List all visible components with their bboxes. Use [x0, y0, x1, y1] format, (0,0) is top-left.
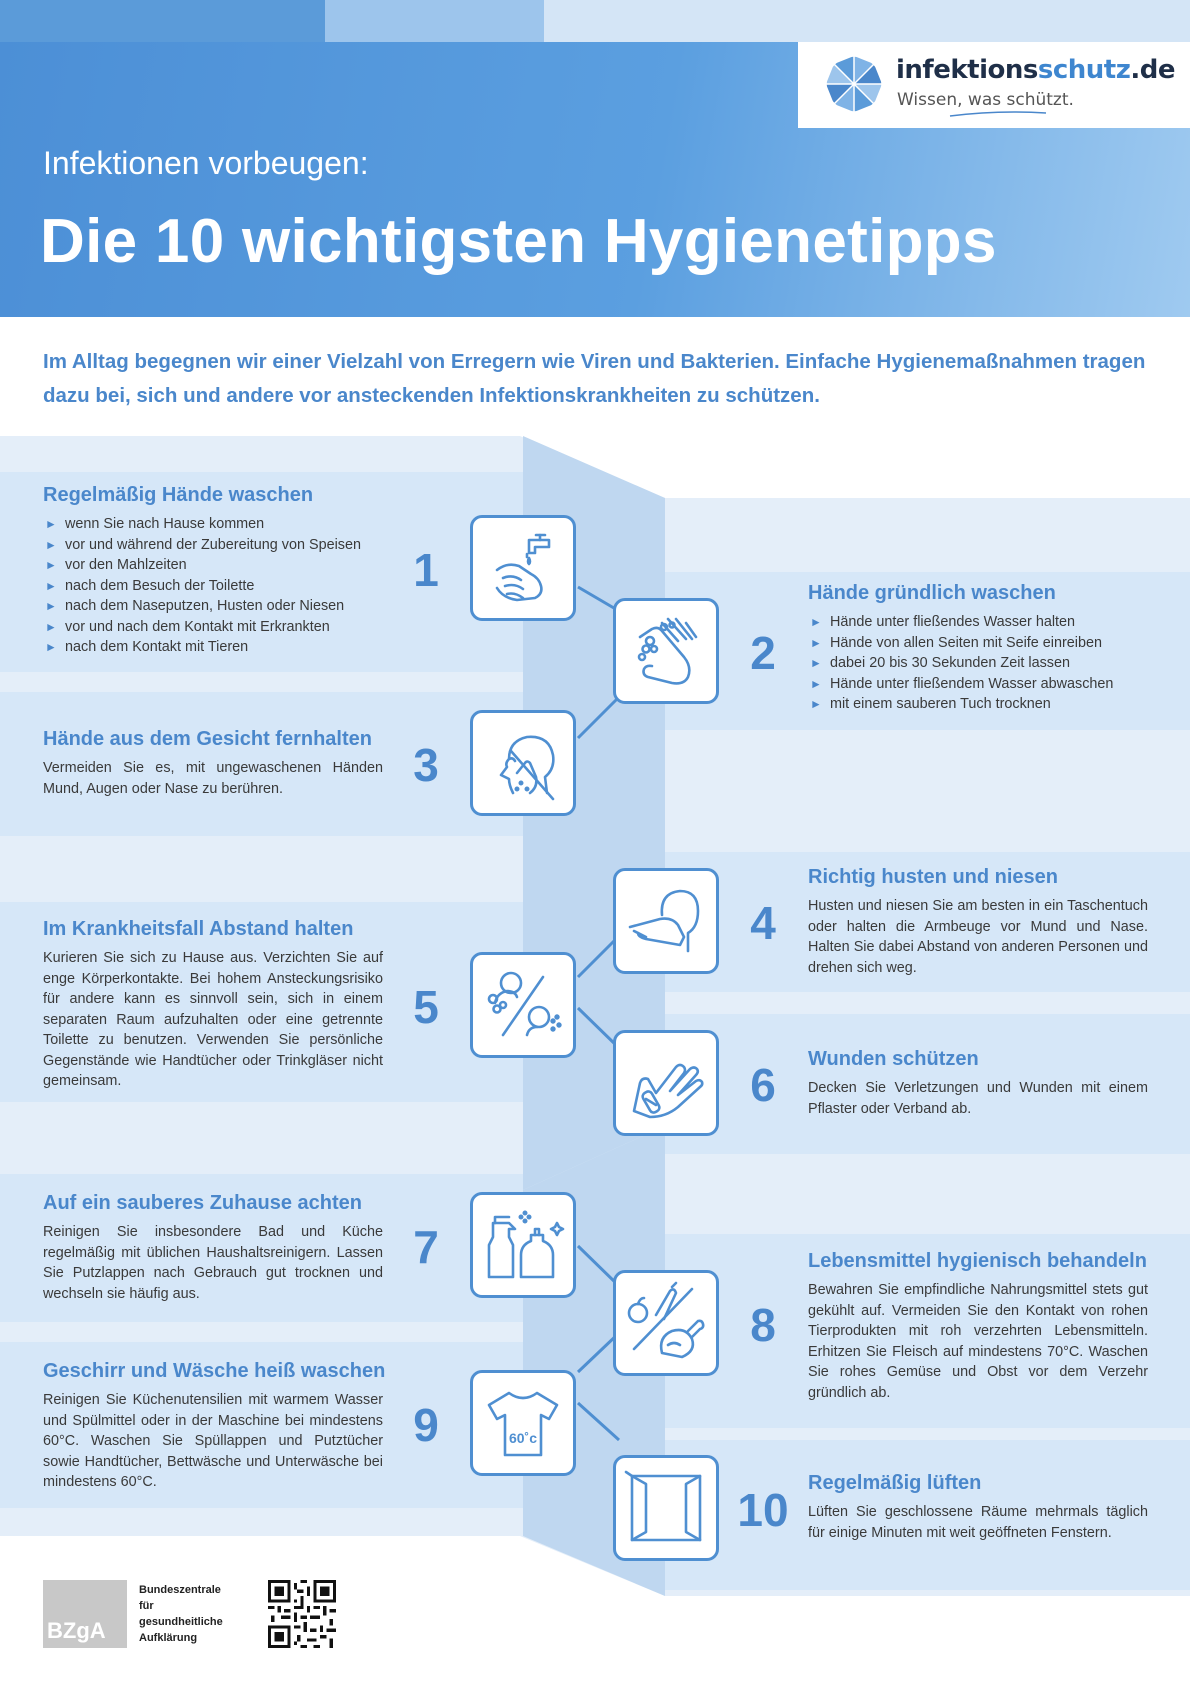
tip-5 — [43, 918, 383, 1092]
tip-3-text: Vermeiden Sie es, mit ungewaschenen Händen Mund, Augen oder Nase zu berühren. — [43, 760, 383, 797]
tip-6-text: Decken Sie Verletzungen und Wunden mit einem Pflaster oder Verband ab. — [808, 1080, 1148, 1117]
tip-7-title: Auf ein sauberes Zuhause achten — [43, 1192, 362, 1214]
list-item-text: vor den Mahlzeiten — [65, 557, 187, 573]
tip-3-icon — [470, 710, 576, 816]
tip-9-icon — [470, 1370, 576, 1476]
tip-4-icon — [613, 868, 719, 974]
list-item — [808, 674, 1158, 695]
tip-8-title: Lebensmittel hygienisch behandeln — [808, 1250, 1147, 1272]
page-kicker: Infektionen vorbeugen: — [43, 145, 369, 181]
list-item-text: Hände unter fließendem Wasser abwaschen — [830, 675, 1114, 692]
cleaning-bottles-icon — [473, 1195, 573, 1295]
tip-4 — [808, 866, 1148, 978]
brand-name-part2: schutz — [1037, 55, 1131, 85]
list-item-text: vor und während der Zubereitung von Speisen — [65, 536, 361, 553]
tip-4-title: Richtig husten und niesen — [808, 866, 1059, 888]
tip-5-text: Kurieren Sie sich zu Hause aus. Verzichten Sie auf enge Körperkontakte. Bei hohem Ansteckungsrisiko für andere kann es sinnvoll sein, sich in einem separaten Raum aufzuhalten oder eine getrennte Toilette zu benutzen. Verwenden Sie persönliche Gegenstände wie Handtücher oder Trinkgläser nicht gemeinsam. — [43, 950, 383, 1089]
bullet-arrow-icon: ► — [810, 656, 822, 670]
keep-distance-icon — [473, 955, 573, 1055]
bullet-arrow-icon: ► — [45, 640, 57, 654]
soapy-hands-icon — [616, 601, 716, 701]
list-item — [43, 596, 383, 617]
list-item-text: nach dem Naseputzen, Husten oder Niesen — [65, 598, 345, 614]
intro-paragraph: Im Alltag begegnen wir einer Vielzahl von Erregern wie Viren und Bakterien. Einfache Hygienemaßnahmen tragen dazu bei, sich und andere vor ansteckenden Infektionskrankheiten zu schützen. — [43, 350, 1146, 407]
bzga-line: für — [139, 1600, 154, 1612]
bullet-arrow-icon: ► — [810, 615, 822, 629]
list-item — [808, 694, 1158, 715]
list-item-text: dabei 20 bis 30 Sekunden Zeit lassen — [830, 655, 1071, 671]
tip-number-7: 7 — [413, 1221, 439, 1273]
tip-8-icon — [613, 1270, 719, 1376]
bzga-line: Bundeszentrale — [139, 1584, 221, 1596]
list-item — [43, 514, 383, 535]
hand-with-plaster-icon — [616, 1033, 716, 1133]
tip-number-2: 2 — [750, 627, 776, 679]
tip-number-9: 9 — [413, 1399, 439, 1451]
tip-9-text: Reinigen Sie Küchenutensilien mit warmem Wasser und Spülmittel oder in der Maschine bei mindestens 60°C. Waschen Sie Spüllappen und Putztücher sowie Handtücher, Bettwäsche und Unterwäsche bei mindestens 60°C. — [43, 1392, 383, 1490]
bullet-arrow-icon: ► — [45, 517, 57, 531]
list-item-text: wenn Sie nach Hause kommen — [65, 516, 265, 532]
tip-6-title: Wunden schützen — [808, 1048, 979, 1070]
bzga-name — [139, 1582, 223, 1646]
bullet-arrow-icon: ► — [810, 676, 822, 691]
tip-5-title: Im Krankheitsfall Abstand halten — [43, 918, 354, 940]
tip-number-4: 4 — [750, 897, 776, 949]
list-item — [43, 576, 383, 597]
tip-number-5: 5 — [413, 981, 439, 1033]
bzga-mark: BZgA — [47, 1618, 106, 1643]
tip-1 — [43, 484, 383, 658]
tip-7-icon — [470, 1192, 576, 1298]
tshirt-60-degrees-icon — [473, 1373, 573, 1473]
tap-washing-hands-icon — [473, 518, 573, 618]
list-item-text: Hände unter fließendes Wasser halten — [830, 614, 1076, 630]
tip-number-6: 6 — [750, 1059, 776, 1111]
qr-code-icon[interactable] — [268, 1580, 336, 1648]
list-item — [808, 633, 1158, 654]
tip-7-text: Reinigen Sie insbesondere Bad und Küche regelmäßig mit üblichen Haushaltsreinigern. Lassen Sie Putzlappen nach Gebrauch gut trocknen und wechseln sie häufig aus. — [43, 1224, 383, 1302]
tip-1-list — [43, 514, 383, 658]
list-item — [43, 617, 383, 638]
list-item-text: nach dem Kontakt mit Tieren — [65, 639, 249, 655]
list-item-text: vor und nach dem Kontakt mit Erkrankten — [65, 618, 330, 635]
tip-2-icon — [613, 598, 719, 704]
bullet-arrow-icon: ► — [45, 578, 57, 593]
tip-number-3: 3 — [413, 739, 439, 791]
bzga-logo[interactable] — [43, 1580, 127, 1648]
brand-name-tld: .de — [1130, 55, 1175, 85]
list-item — [43, 535, 383, 556]
list-item — [808, 612, 1158, 633]
page-title: Die 10 wichtigsten Hygienetipps — [40, 207, 997, 276]
tip-9-title: Geschirr und Wäsche heiß waschen — [43, 1360, 386, 1382]
bullet-arrow-icon: ► — [810, 697, 822, 711]
food-hygiene-icon — [616, 1273, 716, 1373]
tip-10-text: Lüften Sie geschlossene Räume mehrmals täglich für einige Minuten mit weit geöffneten Fenstern. — [808, 1504, 1148, 1541]
brand-name-part1: infektions — [896, 55, 1038, 85]
tip-10-icon — [613, 1455, 719, 1561]
tip-1-title: Regelmäßig Hände waschen — [43, 484, 314, 506]
bullet-arrow-icon: ► — [45, 558, 57, 572]
list-item-text: nach dem Besuch der Toilette — [65, 577, 255, 594]
bullet-arrow-icon: ► — [45, 619, 57, 634]
tip-2-title: Hände gründlich waschen — [808, 582, 1056, 604]
brand-tagline: Wissen, was schützt. — [897, 90, 1074, 110]
hand-near-face-icon — [473, 713, 573, 813]
bzga-line: Aufklärung — [139, 1632, 198, 1644]
bullet-arrow-icon: ► — [45, 599, 57, 613]
tip-7 — [43, 1192, 383, 1304]
tip-3-title: Hände aus dem Gesicht fernhalten — [43, 728, 372, 750]
tip-10-title: Regelmäßig lüften — [808, 1472, 982, 1494]
bullet-arrow-icon: ► — [810, 635, 822, 650]
tip-2 — [808, 582, 1158, 715]
tip-6 — [808, 1048, 1148, 1119]
bzga-line: gesundheitliche — [139, 1616, 223, 1628]
tip-6-icon — [613, 1030, 719, 1136]
tip-number-1: 1 — [413, 544, 439, 596]
tip-9 — [43, 1360, 386, 1493]
tip-10 — [808, 1472, 1148, 1543]
list-item — [43, 555, 383, 576]
bullet-arrow-icon: ► — [45, 537, 57, 552]
list-item-text: mit einem sauberen Tuch trocknen — [830, 696, 1051, 712]
wash-temp-label: 60˚c — [508, 1430, 538, 1446]
open-window-icon — [616, 1458, 716, 1558]
tip-1-icon — [470, 515, 576, 621]
tip-5-icon — [470, 952, 576, 1058]
tip-3 — [43, 728, 383, 799]
cough-into-elbow-icon — [616, 871, 716, 971]
tip-4-text: Husten und niesen Sie am besten in ein Taschentuch oder halten die Armbeuge vor Mund und Nase. Halten Sie dabei Abstand von anderen Personen und drehen sich weg. — [808, 898, 1148, 976]
list-item-text: Hände von allen Seiten mit Seife einreiben — [830, 634, 1102, 651]
tip-2-list — [808, 612, 1158, 715]
list-item — [43, 637, 383, 658]
tip-number-10: 10 — [737, 1484, 789, 1536]
tip-number-8: 8 — [750, 1299, 776, 1351]
tip-8 — [808, 1250, 1148, 1403]
tip-8-text: Bewahren Sie empfindliche Nahrungsmittel stets gut gekühlt auf. Vermeiden Sie den Kontakt von rohen Tierprodukten mit roh verzehrten Lebensmitteln. Erhitzen Sie Fleisch auf mindestens 70°C. Waschen Sie rohes Gemüse und Obst vor dem Verzehr gründlich ab. — [808, 1282, 1148, 1401]
list-item — [808, 653, 1158, 674]
